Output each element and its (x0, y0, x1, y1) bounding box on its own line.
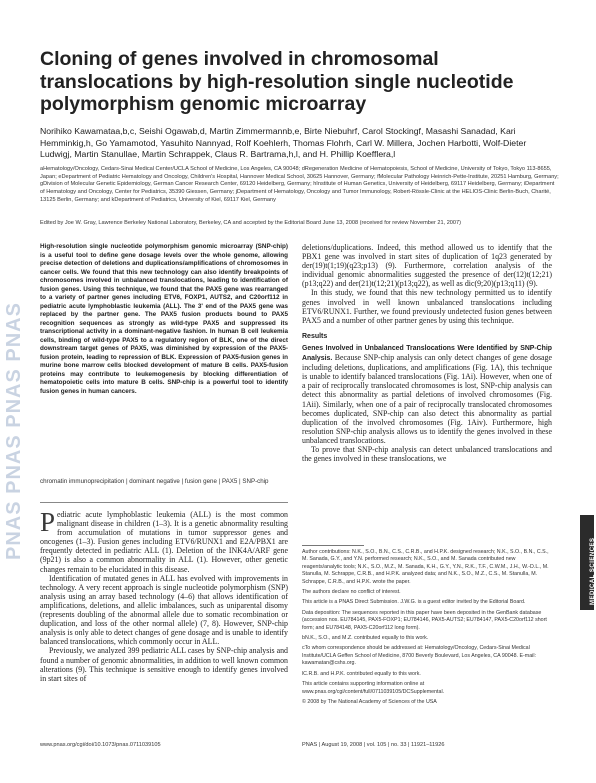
affiliations: aHematology/Oncology, Cedars-Sinai Medical Center/UCLA School of Medicine, Los Angeles, CA 90048; dRegeneration Medicine of Hematopoiesis, School of Medicine, University of Tokyo, Tokyo 113-8655, Japan; eDepartment of Pediatric Hematology and Oncology, Children's Hospital, Hannover Medical School, 30625 Hannover, Germany; fMolecular Pathology Heinrich-Pette-Institute, 20251 Hamburg, Germany; gDivision of Molecular Genetic Epidemiology, German Cancer Research Center, 69120 Heidelberg, Germany; hInstitute of Human Genetics, University of Heidelberg, 69117 Heidelberg, Germany; iDepartment of Hematology and Oncology, Center for Pediatrics, 35390 Giessen, Germany; jDepartment of Hematology, Oncology and Tumor Immunology, Robert-Rössle-Clinic at the HELIOS-Clinic Berlin-Buch, Charité, 13125 Berlin, Germany; and kDepartment of Pediatrics, University of Kiel, 69117 Kiel, Germany (40, 166, 559, 203)
paragraph: To prove that SNP-chip analysis can detect unbalanced translocations and the genes involved in these translocations, we (302, 444, 552, 464)
section-heading-results: Results (302, 332, 328, 340)
drop-cap: P (40, 507, 56, 537)
footnote: This article is a PNAS Direct Submission. J.W.G. is a guest editor invited by the Editorial Board. (302, 599, 526, 606)
footnote: cTo whom correspondence should be addressed at: Hematology/Oncology, Cedars-Sinai Medical Institute/UCLA Geffen School of Medicine, 8700 Beverly Boulevard, Los Angeles, CA 90048. E-mail: kawamatan@cshs.org. (302, 645, 536, 667)
keywords-divider (40, 502, 288, 503)
doi-link[interactable]: www.pnas.org/cgi/doi/10.1073/pnas.0711039105 (40, 742, 161, 748)
section-tab (580, 515, 594, 610)
author-list: Norihiko Kawamataa,b,c, Seishi Ogawab,d, Martin Zimmermannb,e, Birte Niebuhrf, Carol Stockingf, Masashi Sanadad, Kari Hemminkig,h, Go Yamamotod, Yasuhito Nannyad, Rolf Koehlerh, Thomas Flohrh, Carl W. Millera, Jochen Harbotti, Wolf-Dieter Ludwigj, Martin Stanullae, Martin Schrappek, Claus R. Bartrama,h,l, and H. Phillip Koefflera,l (40, 126, 527, 160)
footnote: This article contains supporting information online at www.pnas.org/cgi/content/full/0711039105/DCSupplemental. (302, 681, 445, 695)
paragraph-text: Because SNP-chip analysis can only detect changes of gene dosage including deletions, duplications, and amplifications (Fig. 1A), this technique is unable to identify balanced translocations (Fig. 1Ai). However, when one of a pair of reciprocally translocated chromosomes is lost, SNP-chip analysis can detect this abnormality as partial deletions of involved chromosomes (Fig. 1Aii). Similarly, when one of a pair of reciprocally translocated chromosomes becomes duplicated, SNP-chip can also detect this abnormality as partial duplication of the involved chromosomes (Fig. 1Aiv). Furthermore, high resolution SNP-chip analysis allows us to identify the genes involved in these unbalanced translocations. (302, 353, 552, 445)
paragraph: Previously, we analyzed 399 pediatric ALL cases by SNP-chip analysis and found a number of genomic abnormalities, in addition to well known common alterations (9). This technique is sensitive enough to identify genes involved in start sites of (40, 646, 288, 683)
edited-by: Edited by Joe W. Gray, Lawrence Berkeley National Laboratory, Berkeley, CA and accepted by the Editorial Board June 13, 2008 (received for review November 21, 2007) (40, 220, 461, 226)
article-title: Cloning of genes involved in chromosomal translocations by high-resolution single nucleotide polymorphism genomic microarray (40, 48, 514, 115)
section-tab-label: MEDICAL SCIENCES (590, 537, 596, 605)
keywords: chromatin immunoprecipitation | dominant negative | fusion gene | PAX5 | SNP-chip (40, 478, 269, 485)
paragraph: Identification of mutated genes in ALL has evolved with improvements in technology. A very recent approach is single nucleotide polymorphism (SNP) analysis using an array based technology (4–6) that allows identification of amplifications, deletions, and allelic imbalances, such as uniparental disomy (represents doubling of the abnormal allele due to somatic recombination or duplication, and loss of the other normal allele) (7, 8). However, SNP-chip analysis is only able to detect changes of gene dosage and is unable to identify balanced translocations, which commonly occur in ALL. (40, 573, 288, 647)
pnas-watermark (0, 0, 26, 560)
footnote: lC.R.B. and H.P.K. contributed equally to this work. (302, 670, 421, 677)
footnote: Author contributions: N.K., S.O., B.N., C.S., C.R.B., and H.P.K. designed research; N.K., S.O., B.N., C.S., M. Sanada, G.Y., and Y.N. performed research; N.K., S.O., and M. Sanada contributed new reagents/analytic tools; N.K., S.O., M.Z., M. Sanada, K.H., G.Y., Y.N., R.K., T.F., C.W.M., J.H., W.-D.L., M. Stanulla, M. Schrappe, C.R.B., and H.P.K. analyzed data; and N.K., S.O., M.Z., C.S., M. Stanulla, M. Schrappe, C.R.B., and H.P.K. wrote the paper. (302, 549, 549, 585)
paragraph (40, 507, 288, 574)
paragraph: In this study, we found that this new technology permitted us to identify genes involved in well known unbalanced translocations including ETV6/RUNX1. Further, we found previously undetected fusion genes between PAX5 and a number of other partner genes by using this technique. (302, 288, 552, 325)
journal-citation: PNAS | August 19, 2008 | vol. 105 | no. 33 | 11921–11926 (302, 742, 445, 748)
footnote-divider (302, 545, 364, 546)
body-column-left (40, 507, 288, 683)
paragraph (302, 343, 552, 445)
footnote: Data deposition: The sequences reported in this paper have been deposited in the GenBank database (accession nos. EU784145, PAX5-FOXP1; EU784146, PAX5-AUTS2; EU784147, PAX5-C20orf112 short form; and EU784148, PAX5-C20orf112 long form). (302, 609, 547, 631)
body-column-right (302, 243, 552, 463)
abstract: High-resolution single nucleotide polymorphism genomic microarray (SNP-chip) is a useful tool to define gene dosage levels over the whole genome, allowing precise detection of deletions and duplications/amplifications of chromosomes in cancer cells. We found that this new technology can also identify breakpoints of chromosomes involved in unbalanced translocations, leading to identification of fusion genes. Using this technique, we found that the PAX5 gene was rearranged to a variety of partner genes including ETV6, FOXP1, AUTS2, and C20orf112 in pediatric acute lymphoblastic leukemia (ALL). The 3' end of the PAX5 gene was replaced by the partner gene. The PAX5 fusion products bound to PAX5 recognition sequences as strongly as wild-type PAX5 and suppressed its transcriptional activity in a dominant-negative fashion. In human B cell leukemia cells, binding of wild-type PAX5 to a regulatory region of BLK, one of the direct downstream target genes of PAX5, was diminished by expression of the PAX5-fusion protein, leading to repression of BLK. Expression of PAX5-fusion genes in murine bone marrow cells blocked development of mature B cells. PAX5-fusion proteins may contribute to leukemogenesis by blocking differentiation of hematopoietic cells into mature B cells. SNP-chip is a powerful tool to identify fusion genes in human cancers. (40, 243, 288, 395)
footnote: bN.K., S.O., and M.Z. contributed equally to this work. (302, 635, 429, 642)
watermark-text: PNAS PNAS PNAS PNAS (3, 302, 25, 560)
subsection-heading: Genes Involved in Unbalanced Translocations Were Identified by SNP-Chip Analysis. (302, 344, 552, 363)
footnote: The authors declare no conflict of interest. (302, 589, 401, 596)
footnote: © 2008 by The National Academy of Sciences of the USA (302, 698, 437, 705)
paragraph-text: ediatric acute lymphoblastic leukemia (ALL) is the most common malignant disease in children (1–3). It is a genetic abnormality resulting from accumulation of mutations in tumor suppressor genes and oncogenes (1–3). Fusion genes including ETV6/RUNX1 and E2A/PBX1 are frequently detected in pediatric ALL (1). Deletion of the INK4A/ARF gene (9p21) is also a common abnormality in ALL (1). However, other genetic changes remain to be elucidated in this disease. (40, 510, 288, 574)
footnotes (302, 549, 552, 709)
paragraph: deletions/duplications. Indeed, this method allowed us to identify that the PBX1 gene was involved in start sites of duplication of 1q23 generated by der(19)t(1;19)(q23;p13) (9). Furthermore, correlation analysis of the individual genomic abnormalities suggested the presence of der(12)t(12;21)(p13;q22) and der(21)t(12;21)(p13;q22), as well as dic(9;20)(p13;q11) (9). (302, 243, 552, 289)
